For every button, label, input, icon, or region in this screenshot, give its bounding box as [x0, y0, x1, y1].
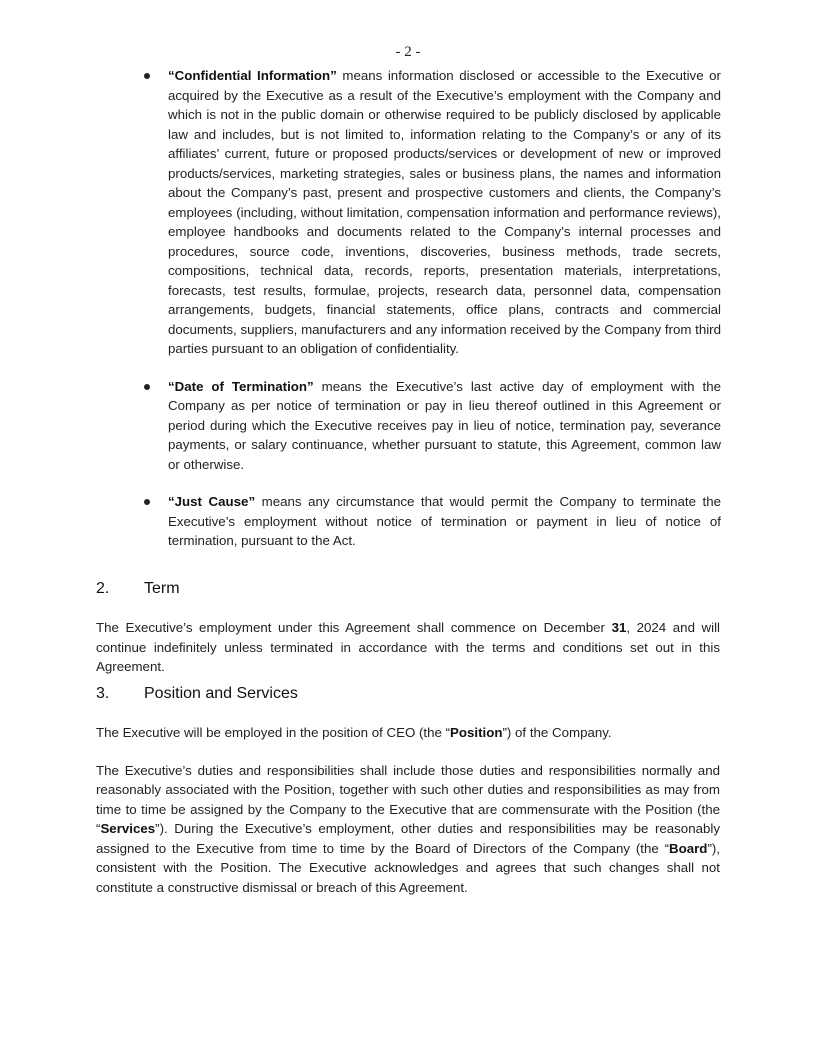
- definition-term: “Confidential Information”: [168, 68, 337, 83]
- definition-item: [168, 66, 721, 359]
- section-title: Term: [144, 580, 180, 597]
- text-run: , 2024 and will continue indefinitely unless terminated in accordance with the terms and conditions set out in this Agreement.: [96, 620, 720, 674]
- definition-text: means any circumstance that would permit the Company to terminate the Executive’s employment without notice of termination or payment in lieu of notice of termination, pursuant to the Act.: [168, 494, 721, 548]
- text-run: The Executive’s employment under this Agreement shall commence on December: [96, 620, 612, 635]
- text-run: ”), consistent with the Position. The Executive acknowledges and agrees that such changes shall not constitute a constructive dismissal or breach of this Agreement.: [96, 840, 720, 895]
- definition-item: [168, 492, 721, 551]
- bold-run: Position: [450, 725, 503, 740]
- services-paragraph: [96, 761, 720, 898]
- page-number: - 2 -: [395, 44, 421, 60]
- text-run: The Executive’s duties and responsibilities shall include those duties and responsibilities normally and reasonably associated with the Position, together with such other duties and responsibilities as may from time to time be assigned by the Company to the Executive that are commensurate with the Position (the “: [96, 762, 720, 836]
- section-position: [96, 685, 720, 897]
- definitions-list: [0, 66, 816, 569]
- text-run: The Executive will be employed in the position of CEO (the “: [96, 725, 451, 740]
- definition-term: “Date of Termination”: [168, 378, 314, 394]
- bold-run: 31: [611, 620, 627, 635]
- bold-run: Services: [100, 821, 156, 836]
- definition-item: [168, 377, 721, 475]
- bullet-icon: [144, 73, 150, 79]
- definition-text: means the Executive’s last active day of employment with the Company as per notice of termination or pay in lieu thereof outlined in this Agreement or period during which the Executive receives pay in lieu of notice, termination pay, severance payments, or salary continuance, whether pursuant to statute, this Agreement, common law or otherwise.: [168, 378, 722, 472]
- section-number: 2.: [96, 580, 110, 597]
- bullet-icon: [144, 384, 150, 390]
- bold-run: Board: [669, 840, 708, 856]
- text-run: ”) of the Company.: [502, 725, 612, 740]
- term-paragraph: [96, 618, 720, 677]
- definition-paragraph: [168, 377, 721, 475]
- section-number: 3.: [96, 685, 110, 702]
- definition-term: “Just Cause”: [168, 494, 256, 509]
- bullet-icon: [144, 499, 150, 505]
- definition-paragraph: [168, 66, 721, 359]
- definition-text: means information disclosed or accessible to the Executive or acquired by the Executive as a result of the Executive’s employment with the Company and which is not in the public domain or otherwise required to be publicly disclosed by applicable law and includes, but is not limited to, information relating to the Company’s or any of its affiliates’ current, future or proposed products/services or development of new or improved products/services, marketing strategies, sales or business plans, the names and information about the Company’s past, present and prospective customers and clients, the Company’s employees (including, without limitation, compensation information and performance reviews), employee handbooks and documents related to the Company’s internal processes and procedures, source code, inventions, discoveries, business methods, trade secrets, compositions, technical data, records, reports, presentation materials, interpretations, forecasts, test results, formulae, projects, research data, personnel data, compensation arrangements, budgets, financial statements, office plans, contracts and commercial documents, suppliers, manufacturers and any information received by the Company from third parties pursuant to an obligation of confidentiality.: [168, 68, 721, 356]
- section-term: [96, 580, 720, 677]
- section-heading: [96, 580, 720, 598]
- position-paragraph: [96, 723, 720, 743]
- definition-paragraph: [168, 492, 721, 551]
- section-heading: [96, 685, 720, 703]
- text-run: ”). During the Executive’s employment, other duties and responsibilities may be reasonably assigned to the Executive from time to time by the Board of Directors of the Company (the “: [96, 821, 720, 856]
- section-title: Position and Services: [144, 685, 298, 702]
